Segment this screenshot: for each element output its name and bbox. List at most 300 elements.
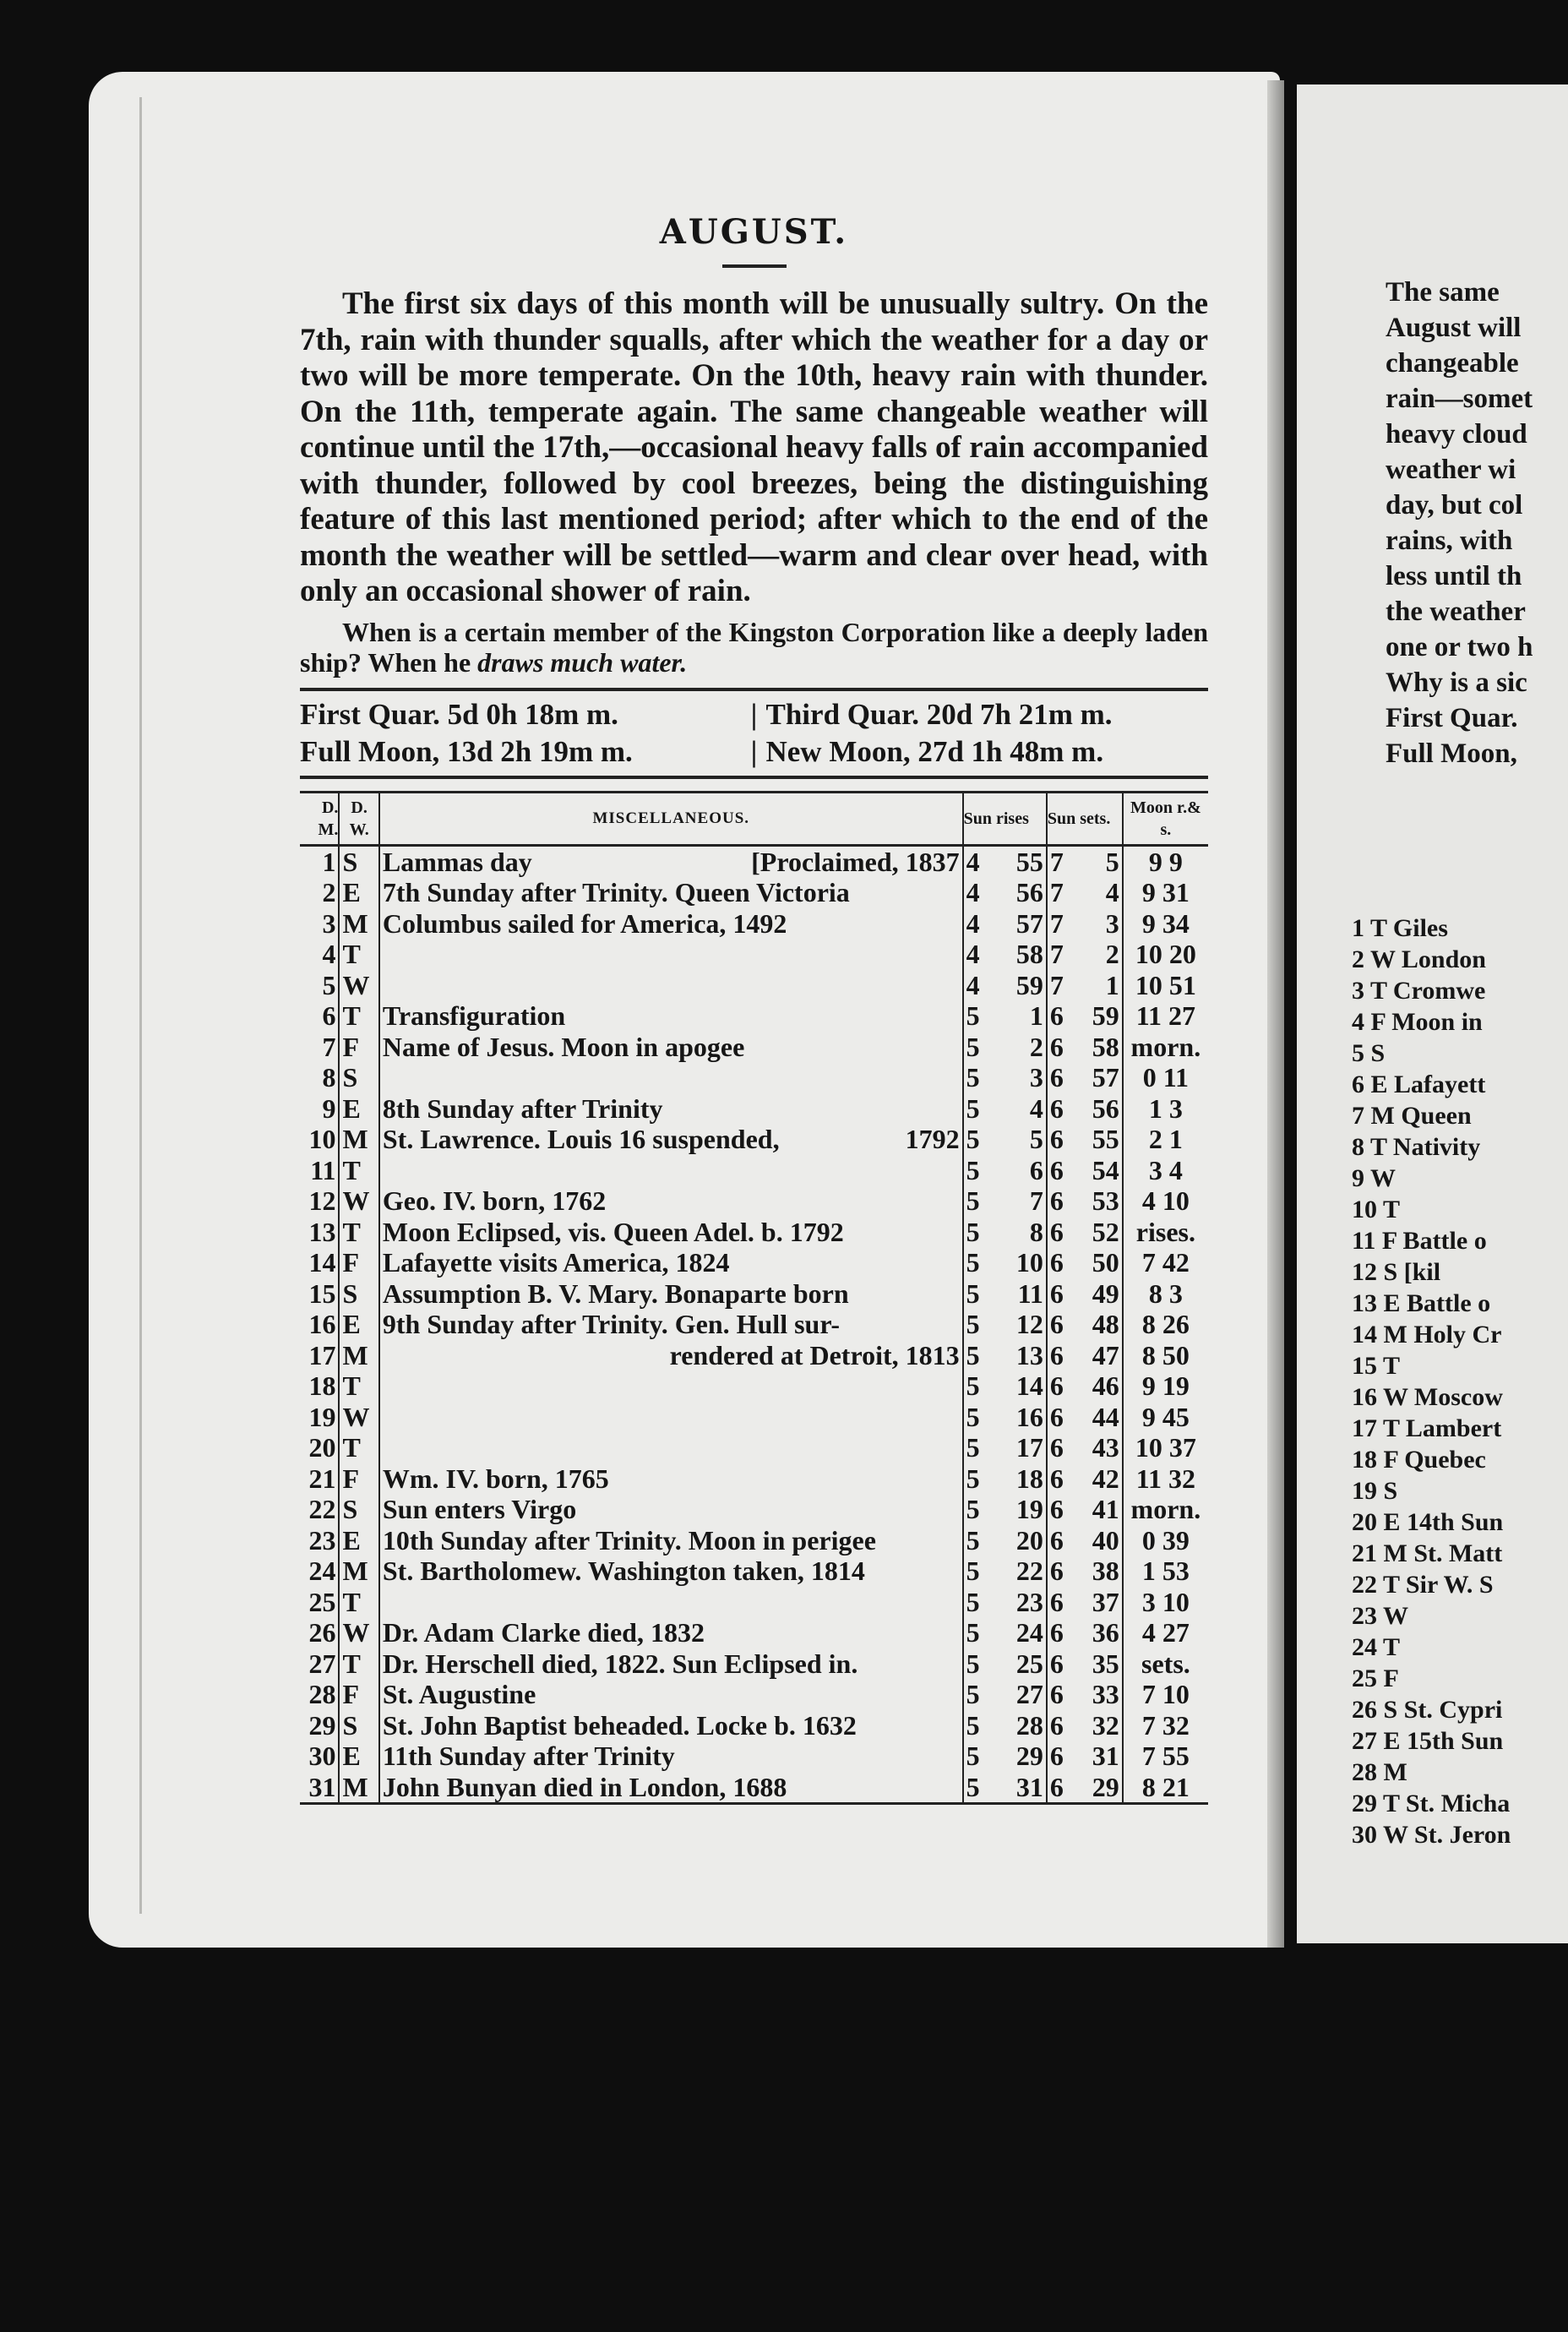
event-text: 10th Sunday after Trinity. Moon in perigee xyxy=(382,1524,876,1556)
day-of-week-cell: F xyxy=(339,1032,378,1063)
sunrise-minute-cell: 19 xyxy=(1015,1494,1043,1524)
right-page-line: August will xyxy=(1386,313,1522,343)
moon-rise-set-cell: 11 32 xyxy=(1123,1463,1208,1495)
right-page-entries xyxy=(1352,913,1511,1850)
right-page-line: changeable xyxy=(1386,348,1519,379)
day-of-week-cell: S xyxy=(339,1062,378,1093)
moon-rise-set-cell: 1 53 xyxy=(1123,1556,1208,1587)
sunset-minute-cell: 38 xyxy=(1092,1556,1119,1586)
right-page-entry: 10 T xyxy=(1352,1196,1400,1223)
event-text: Moon Eclipsed, vis. Queen Adel. b. 1792 xyxy=(382,1216,844,1247)
sunset-minute-cell: 46 xyxy=(1092,1370,1119,1401)
miscellaneous-cell xyxy=(379,1432,963,1463)
moon-rise-set-cell: 8 50 xyxy=(1123,1340,1208,1371)
day-of-week-cell: T xyxy=(339,1370,378,1402)
right-page-entry: 13 E Battle o xyxy=(1352,1289,1491,1317)
miscellaneous-cell xyxy=(379,1185,963,1217)
day-of-month-cell: 14 xyxy=(308,1247,336,1278)
phase-first-quarter: First Quar. 5d 0h 18m m. xyxy=(300,697,618,731)
miscellaneous-cell xyxy=(379,1340,963,1371)
miscellaneous-cell xyxy=(379,1000,963,1032)
day-of-week-cell: M xyxy=(339,908,378,940)
day-of-month-cell: 22 xyxy=(308,1494,336,1524)
miscellaneous-cell xyxy=(379,1648,963,1680)
day-of-month-cell: 7 xyxy=(322,1031,336,1062)
weather-forecast: The first six days of this month will be unusually sultry. On the 7th, rain with thunder squalls, after which the weather for a day or two will be more temperate. On the 10th, heavy rain with thunder. On the 11th, temperate again. The same changeable weather will continue until the 17th,—occasional heavy falls of rain accompanied with thunder, followed by cool breezes, being the distinguishing feature of this last mentioned period; after which to the end of the month the weather will be settled—warm and clear over head, with only an occasional shower of rain. xyxy=(300,286,1208,608)
sunrise-minute-cell: 55 xyxy=(1015,846,1043,877)
right-page-entry: 20 E 14th Sun xyxy=(1352,1508,1504,1536)
day-of-week-cell: T xyxy=(339,1217,378,1248)
sunset-hour-cell: 6 xyxy=(1047,1772,1077,1804)
miscellaneous-cell xyxy=(379,1278,963,1310)
day-of-week-cell: E xyxy=(339,877,378,908)
header-sunrise: Sun rises xyxy=(963,792,1047,845)
day-of-week-cell: S xyxy=(339,845,378,877)
sunset-hour-cell: 6 xyxy=(1047,1124,1077,1155)
phase-separator: | xyxy=(750,697,758,731)
moon-rise-set-cell: 9 31 xyxy=(1123,877,1208,908)
sunrise-minute-cell: 20 xyxy=(1015,1524,1043,1556)
riddle xyxy=(300,617,1208,678)
sunrise-minute-cell: 27 xyxy=(1015,1679,1043,1709)
table-header-row xyxy=(300,792,1208,845)
right-page-entry: 28 M xyxy=(1352,1758,1407,1786)
sunset-hour-cell: 6 xyxy=(1047,1587,1077,1618)
moon-rise-set-cell: morn. xyxy=(1123,1494,1208,1525)
day-of-month-cell: 18 xyxy=(308,1370,336,1401)
moon-rise-set-cell: 0 11 xyxy=(1123,1062,1208,1093)
sunset-hour-cell: 6 xyxy=(1047,1217,1077,1248)
day-of-month-cell: 30 xyxy=(308,1741,336,1771)
sunset-hour-cell: 6 xyxy=(1047,1093,1077,1125)
table-row xyxy=(300,1402,1208,1433)
event-text: St. Lawrence. Louis 16 suspended, xyxy=(382,1124,780,1154)
day-of-month-cell: 27 xyxy=(308,1648,336,1679)
sunset-minute-cell: 41 xyxy=(1092,1494,1119,1524)
table-row xyxy=(300,1000,1208,1032)
sunrise-hour-cell: 5 xyxy=(963,1370,1001,1402)
sunset-hour-cell: 6 xyxy=(1047,1741,1077,1772)
table-row xyxy=(300,970,1208,1001)
misc-wrap xyxy=(383,1617,960,1648)
day-of-week-cell: S xyxy=(339,1278,378,1310)
sunset-minute-cell: 57 xyxy=(1092,1062,1119,1092)
sunrise-minute-cell: 29 xyxy=(1015,1741,1043,1771)
right-page-entry: 11 F Battle o xyxy=(1352,1227,1487,1255)
miscellaneous-cell xyxy=(379,1032,963,1063)
moon-rise-set-cell: rises. xyxy=(1123,1217,1208,1248)
misc-wrap xyxy=(383,847,960,878)
misc-wrap xyxy=(383,1741,960,1772)
riddle-answer: draws much water. xyxy=(477,646,688,678)
sunset-minute-cell: 52 xyxy=(1092,1216,1119,1247)
header-moon: Moon r.& s. xyxy=(1123,792,1208,845)
right-page-line: weather wi xyxy=(1386,455,1516,485)
sunrise-hour-cell: 5 xyxy=(963,1340,1001,1371)
day-of-week-cell: T xyxy=(339,1155,378,1186)
miscellaneous-cell xyxy=(379,1772,963,1804)
moon-rise-set-cell: 11 27 xyxy=(1123,1000,1208,1032)
right-page-entry: 12 S [kil xyxy=(1352,1258,1441,1286)
right-page-entry: 30 W St. Jeron xyxy=(1352,1821,1511,1849)
sunrise-hour-cell: 5 xyxy=(963,1062,1001,1093)
sunrise-minute-cell: 2 xyxy=(1029,1031,1043,1062)
moon-rise-set-cell: 10 37 xyxy=(1123,1432,1208,1463)
moon-phases xyxy=(300,688,1208,779)
phase-new-moon: New Moon, 27d 1h 48m m. xyxy=(765,734,1104,768)
moon-rise-set-cell: 9 34 xyxy=(1123,908,1208,940)
sunset-minute-cell: 2 xyxy=(1105,939,1119,969)
event-note: rendered at Detroit, 1813 xyxy=(669,1339,960,1370)
right-page-text xyxy=(1386,275,1533,771)
sunrise-hour-cell: 5 xyxy=(963,1278,1001,1310)
sunset-hour-cell: 6 xyxy=(1047,1062,1077,1093)
sunset-hour-cell: 6 xyxy=(1047,1340,1077,1371)
miscellaneous-cell xyxy=(379,1402,963,1433)
sunrise-minute-cell: 25 xyxy=(1015,1648,1043,1679)
right-page-line: Why is a sic xyxy=(1386,667,1527,698)
table-row xyxy=(300,1370,1208,1402)
event-text: John Bunyan died in London, 1688 xyxy=(382,1771,787,1802)
miscellaneous-cell xyxy=(379,1309,963,1340)
day-of-week-cell: T xyxy=(339,1587,378,1618)
day-of-month-cell: 28 xyxy=(308,1679,336,1709)
sunrise-minute-cell: 22 xyxy=(1015,1556,1043,1586)
event-text: Dr. Herschell died, 1822. Sun Eclipsed in. xyxy=(382,1648,858,1679)
misc-wrap xyxy=(383,1648,960,1680)
day-of-week-cell: M xyxy=(339,1340,378,1371)
misc-wrap xyxy=(383,1032,960,1063)
right-page-entry: 26 S St. Cypri xyxy=(1352,1696,1503,1724)
sunset-minute-cell: 58 xyxy=(1092,1031,1119,1062)
miscellaneous-cell xyxy=(379,845,963,877)
misc-wrap xyxy=(383,1000,960,1032)
miscellaneous-cell xyxy=(379,1093,963,1125)
sunrise-minute-cell: 11 xyxy=(1017,1278,1043,1309)
event-text: 7th Sunday after Trinity. Queen Victoria xyxy=(382,877,850,907)
sunrise-hour-cell: 5 xyxy=(963,1463,1001,1495)
sunset-hour-cell: 6 xyxy=(1047,1463,1077,1495)
day-of-week-cell: F xyxy=(339,1247,378,1278)
day-of-month-cell: 15 xyxy=(308,1278,336,1309)
sunrise-hour-cell: 5 xyxy=(963,1494,1001,1525)
table-row xyxy=(300,908,1208,940)
day-of-week-cell: T xyxy=(339,939,378,970)
miscellaneous-cell xyxy=(379,1679,963,1710)
event-text: 9th Sunday after Trinity. Gen. Hull sur- xyxy=(382,1309,840,1339)
moon-rise-set-cell: 9 45 xyxy=(1123,1402,1208,1433)
day-of-week-cell: W xyxy=(339,1185,378,1217)
sunrise-hour-cell: 5 xyxy=(963,1000,1001,1032)
sunset-minute-cell: 49 xyxy=(1092,1278,1119,1309)
almanac-content xyxy=(300,207,1208,1805)
misc-wrap xyxy=(383,1309,960,1340)
calendar-table xyxy=(300,791,1208,1806)
right-page-entry: 27 E 15th Sun xyxy=(1352,1727,1504,1755)
table-row xyxy=(300,1340,1208,1371)
sunset-minute-cell: 59 xyxy=(1092,1000,1119,1031)
sunset-minute-cell: 55 xyxy=(1092,1124,1119,1154)
right-page-line: one or two h xyxy=(1386,632,1533,662)
event-text: 11th Sunday after Trinity xyxy=(382,1741,675,1771)
day-of-month-cell: 13 xyxy=(308,1216,336,1247)
sunrise-minute-cell: 59 xyxy=(1015,969,1043,1000)
sunset-minute-cell: 47 xyxy=(1092,1339,1119,1370)
day-of-month-cell: 9 xyxy=(322,1092,336,1124)
sunrise-minute-cell: 7 xyxy=(1029,1185,1043,1216)
sunrise-minute-cell: 16 xyxy=(1015,1401,1043,1432)
moon-rise-set-cell: 10 51 xyxy=(1123,970,1208,1001)
miscellaneous-cell xyxy=(379,908,963,940)
sunset-minute-cell: 36 xyxy=(1092,1617,1119,1648)
right-page-entry: 6 E Lafayett xyxy=(1352,1071,1486,1098)
table-row xyxy=(300,1741,1208,1772)
sunrise-minute-cell: 3 xyxy=(1029,1062,1043,1092)
moon-rise-set-cell: 2 1 xyxy=(1123,1124,1208,1155)
table-row xyxy=(300,1032,1208,1063)
miscellaneous-cell xyxy=(379,1710,963,1741)
table-row xyxy=(300,1278,1208,1310)
sunrise-hour-cell: 5 xyxy=(963,1124,1001,1155)
sunset-minute-cell: 1 xyxy=(1105,969,1119,1000)
sunrise-hour-cell: 5 xyxy=(963,1556,1001,1587)
sunrise-minute-cell: 56 xyxy=(1015,877,1043,907)
miscellaneous-cell xyxy=(379,939,963,970)
miscellaneous-cell xyxy=(379,1556,963,1587)
sunset-hour-cell: 7 xyxy=(1047,939,1077,970)
right-page-entry: 5 S xyxy=(1352,1039,1386,1067)
table-row xyxy=(300,1587,1208,1618)
day-of-month-cell: 31 xyxy=(308,1771,336,1802)
day-of-month-cell: 20 xyxy=(308,1432,336,1463)
table-row xyxy=(300,1525,1208,1556)
right-page-entry: 2 W London xyxy=(1352,945,1486,973)
sunset-hour-cell: 6 xyxy=(1047,1617,1077,1648)
misc-wrap xyxy=(383,1247,960,1278)
right-page-line: rain—somet xyxy=(1386,384,1533,414)
sunrise-hour-cell: 5 xyxy=(963,1155,1001,1186)
moon-rise-set-cell: 8 3 xyxy=(1123,1278,1208,1310)
right-page-entry: 22 T Sir W. S xyxy=(1352,1571,1494,1599)
table-row xyxy=(300,1155,1208,1186)
day-of-month-cell: 25 xyxy=(308,1586,336,1617)
event-text: St. Augustine xyxy=(382,1679,536,1709)
day-of-month-cell: 5 xyxy=(322,969,336,1000)
right-page-entry: 16 W Moscow xyxy=(1352,1383,1503,1411)
sunrise-hour-cell: 5 xyxy=(963,1741,1001,1772)
sunrise-hour-cell: 5 xyxy=(963,1032,1001,1063)
sunrise-minute-cell: 12 xyxy=(1015,1309,1043,1339)
moon-rise-set-cell: 7 32 xyxy=(1123,1710,1208,1741)
moon-rise-set-cell: morn. xyxy=(1123,1032,1208,1063)
sunrise-minute-cell: 6 xyxy=(1029,1154,1043,1185)
event-text: Sun enters Virgo xyxy=(382,1494,577,1524)
misc-wrap xyxy=(383,877,960,908)
riddle-question: When is a certain member of the Kingston Corporation like a deeply laden ship? When he xyxy=(300,616,1208,678)
misc-wrap xyxy=(383,1710,960,1741)
header-day-of-week: D. W. xyxy=(339,792,378,845)
sunset-hour-cell: 6 xyxy=(1047,1155,1077,1186)
right-page-entry: 23 W xyxy=(1352,1602,1408,1630)
right-page-entry: 9 W xyxy=(1352,1164,1396,1192)
sunrise-minute-cell: 18 xyxy=(1015,1463,1043,1494)
sunrise-hour-cell: 4 xyxy=(963,939,1001,970)
day-of-month-cell: 12 xyxy=(308,1185,336,1216)
event-text: Assumption B. V. Mary. Bonaparte born xyxy=(382,1278,849,1309)
phase-full-moon: Full Moon, 13d 2h 19m m. xyxy=(300,734,633,768)
right-page-entry: 8 T Nativity xyxy=(1352,1133,1481,1161)
sunrise-minute-cell: 23 xyxy=(1015,1586,1043,1617)
sunset-minute-cell: 33 xyxy=(1092,1679,1119,1709)
table-row xyxy=(300,1247,1208,1278)
header-miscellaneous: MISCELLANEOUS. xyxy=(379,792,963,845)
event-note: 1792 xyxy=(905,1124,960,1154)
sunrise-hour-cell: 4 xyxy=(963,877,1001,908)
day-of-month-cell: 4 xyxy=(322,939,336,969)
day-of-month-cell: 8 xyxy=(322,1062,336,1092)
sunrise-minute-cell: 5 xyxy=(1029,1124,1043,1154)
sunrise-minute-cell: 10 xyxy=(1015,1247,1043,1278)
sunset-minute-cell: 56 xyxy=(1092,1092,1119,1124)
day-of-week-cell: W xyxy=(339,970,378,1001)
day-of-week-cell: E xyxy=(339,1093,378,1125)
day-of-week-cell: T xyxy=(339,1000,378,1032)
sunset-minute-cell: 4 xyxy=(1105,877,1119,907)
sunset-minute-cell: 3 xyxy=(1105,907,1119,939)
sunset-hour-cell: 7 xyxy=(1047,845,1077,877)
event-text: St. John Baptist beheaded. Locke b. 1632 xyxy=(382,1709,857,1741)
sunrise-hour-cell: 5 xyxy=(963,1217,1001,1248)
table-row xyxy=(300,1494,1208,1525)
right-page-entry: 29 T St. Micha xyxy=(1352,1790,1511,1817)
right-page-entry: 4 F Moon in xyxy=(1352,1008,1483,1036)
miscellaneous-cell xyxy=(379,1155,963,1186)
table-row xyxy=(300,1093,1208,1125)
sunrise-hour-cell: 5 xyxy=(963,1432,1001,1463)
event-text: Lammas day xyxy=(382,846,532,877)
day-of-week-cell: F xyxy=(339,1679,378,1710)
day-of-month-cell: 26 xyxy=(308,1617,336,1648)
sunset-minute-cell: 54 xyxy=(1092,1154,1119,1185)
right-page-line: heavy cloud xyxy=(1386,419,1527,450)
right-page-entry: 24 T xyxy=(1352,1633,1400,1661)
table-row xyxy=(300,1772,1208,1804)
moon-rise-set-cell: sets. xyxy=(1123,1648,1208,1680)
sunrise-minute-cell: 17 xyxy=(1015,1432,1043,1463)
day-of-month-cell: 6 xyxy=(322,1000,336,1031)
table-row xyxy=(300,877,1208,908)
table-row xyxy=(300,1185,1208,1217)
sunset-minute-cell: 42 xyxy=(1092,1463,1119,1494)
table-row xyxy=(300,1679,1208,1710)
misc-wrap xyxy=(383,1340,960,1371)
day-of-month-cell: 2 xyxy=(322,877,336,907)
sunrise-minute-cell: 8 xyxy=(1029,1216,1043,1247)
sunset-hour-cell: 6 xyxy=(1047,1710,1077,1741)
sunrise-hour-cell: 5 xyxy=(963,1525,1001,1556)
book-spine xyxy=(1267,80,1284,1948)
calendar-body xyxy=(300,845,1208,1804)
right-page-entry: 15 T xyxy=(1352,1352,1400,1380)
day-of-week-cell: E xyxy=(339,1741,378,1772)
sunrise-hour-cell: 5 xyxy=(963,1587,1001,1618)
phase-row xyxy=(300,733,1208,771)
day-of-week-cell: M xyxy=(339,1556,378,1587)
right-page-entry: 17 T Lambert xyxy=(1352,1414,1502,1442)
table-row xyxy=(300,1617,1208,1648)
sunset-minute-cell: 50 xyxy=(1092,1247,1119,1278)
sunset-hour-cell: 6 xyxy=(1047,1432,1077,1463)
table-row xyxy=(300,1463,1208,1495)
sunrise-hour-cell: 5 xyxy=(963,1679,1001,1710)
sunset-hour-cell: 6 xyxy=(1047,1185,1077,1217)
event-text: Name of Jesus. Moon in apogee xyxy=(382,1031,745,1062)
table-row xyxy=(300,1648,1208,1680)
misc-wrap xyxy=(383,1494,960,1525)
right-page-entry: 14 M Holy Cr xyxy=(1352,1321,1502,1349)
day-of-week-cell: T xyxy=(339,1648,378,1680)
sunset-minute-cell: 37 xyxy=(1092,1586,1119,1617)
event-text: Wm. IV. born, 1765 xyxy=(382,1463,609,1494)
sunrise-hour-cell: 5 xyxy=(963,1185,1001,1217)
sunrise-hour-cell: 4 xyxy=(963,908,1001,940)
sunrise-hour-cell: 5 xyxy=(963,1617,1001,1648)
right-page-line: less until th xyxy=(1386,561,1522,591)
table-row xyxy=(300,1062,1208,1093)
right-page-entry: 21 M St. Matt xyxy=(1352,1539,1503,1567)
header-sunset: Sun sets. xyxy=(1047,792,1123,845)
sunrise-hour-cell: 5 xyxy=(963,1648,1001,1680)
day-of-month-cell: 24 xyxy=(308,1556,336,1586)
table-row xyxy=(300,1556,1208,1587)
day-of-month-cell: 17 xyxy=(308,1339,336,1370)
sunrise-hour-cell: 4 xyxy=(963,845,1001,877)
sunset-minute-cell: 31 xyxy=(1092,1741,1119,1771)
miscellaneous-cell xyxy=(379,1525,963,1556)
misc-wrap xyxy=(383,1185,960,1217)
moon-rise-set-cell: 4 10 xyxy=(1123,1185,1208,1217)
right-page-entry: 7 M Queen xyxy=(1352,1102,1472,1130)
miscellaneous-cell xyxy=(379,1124,963,1155)
table-row xyxy=(300,939,1208,970)
sunset-hour-cell: 7 xyxy=(1047,970,1077,1001)
misc-wrap xyxy=(383,1463,960,1495)
miscellaneous-cell xyxy=(379,1587,963,1618)
phase-third-quarter: Third Quar. 20d 7h 21m m. xyxy=(765,697,1113,731)
event-note: [Proclaimed, 1837 xyxy=(751,846,960,877)
right-page-entry: 1 T Giles xyxy=(1352,914,1448,942)
sunset-minute-cell: 32 xyxy=(1092,1709,1119,1741)
sunset-hour-cell: 6 xyxy=(1047,1278,1077,1310)
sunset-minute-cell: 53 xyxy=(1092,1185,1119,1216)
sunrise-minute-cell: 1 xyxy=(1029,1000,1043,1031)
day-of-week-cell: E xyxy=(339,1525,378,1556)
sunrise-hour-cell: 5 xyxy=(963,1710,1001,1741)
table-row xyxy=(300,1710,1208,1741)
sunset-hour-cell: 6 xyxy=(1047,1402,1077,1433)
sunrise-hour-cell: 5 xyxy=(963,1309,1001,1340)
sunrise-minute-cell: 31 xyxy=(1015,1771,1043,1802)
day-of-week-cell: M xyxy=(339,1772,378,1804)
right-page-entry: 18 F Quebec xyxy=(1352,1446,1486,1474)
sunset-hour-cell: 6 xyxy=(1047,1648,1077,1680)
sunset-hour-cell: 6 xyxy=(1047,1309,1077,1340)
sunset-minute-cell: 35 xyxy=(1092,1648,1119,1679)
table-row xyxy=(300,1309,1208,1340)
sunset-minute-cell: 48 xyxy=(1092,1309,1119,1339)
right-page-line: Full Moon, xyxy=(1386,738,1517,769)
day-of-week-cell: S xyxy=(339,1710,378,1741)
